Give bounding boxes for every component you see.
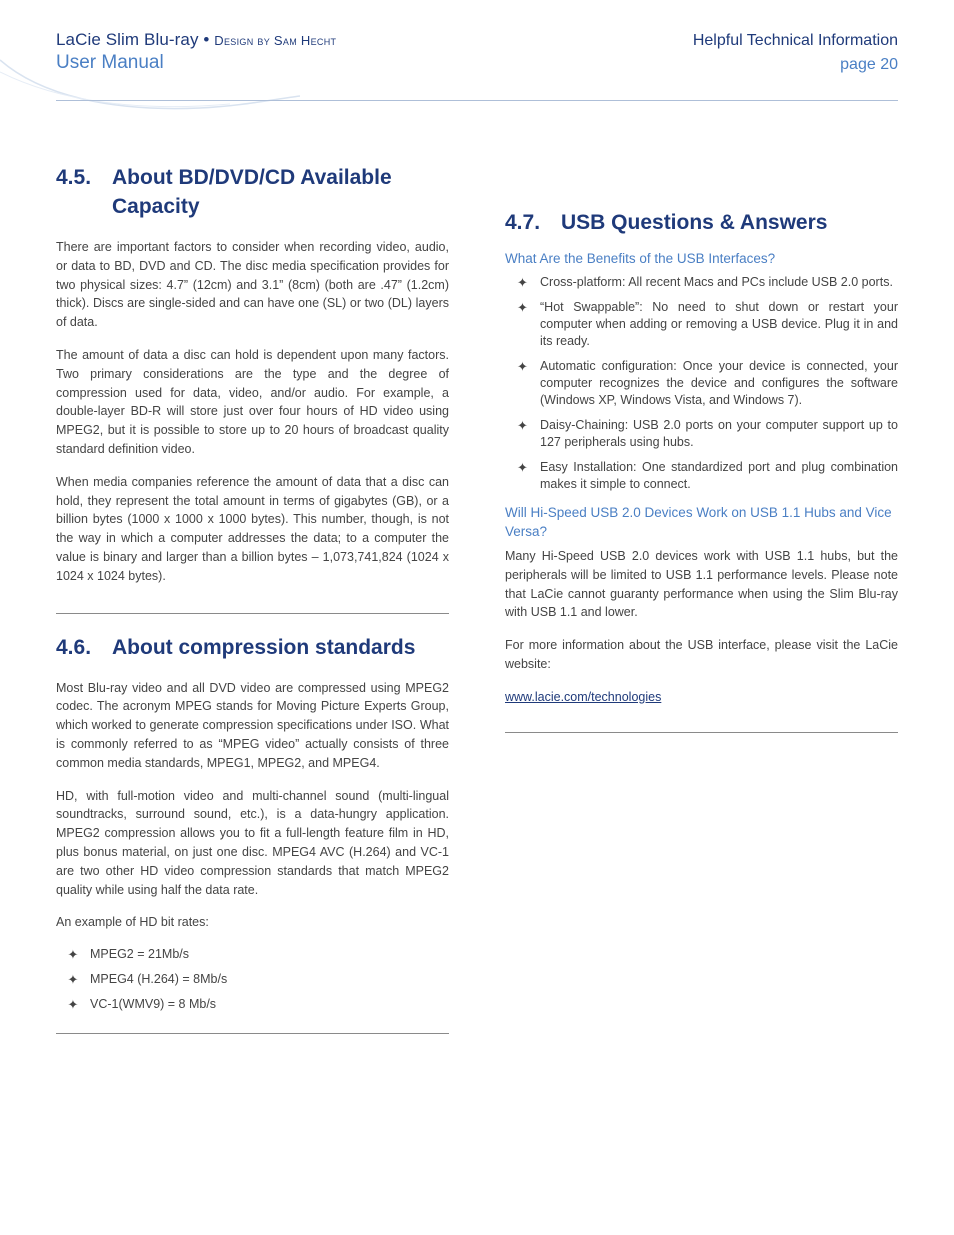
chapter-title: Helpful Technical Information xyxy=(692,32,898,49)
section-4-5-heading xyxy=(56,163,449,221)
section-number: 4.5. xyxy=(56,166,92,189)
paragraph: The amount of data a disc can hold is dependent upon many factors. Two primary considerations are the type and the degree of compression used for data, video, and/or audio. For example, a double-layer BD-R will store just over four hours of HD video using MPEG2, but it is possible to store up to 20 hours of broadcast quality standard definition video. xyxy=(56,347,449,456)
star-bullet-icon: ✦ xyxy=(517,359,528,374)
paragraph: For more information about the USB interface, please visit the LaCie website: xyxy=(505,638,898,671)
section-4-7-heading xyxy=(505,208,898,237)
star-bullet-icon: ✦ xyxy=(67,947,79,963)
section-divider xyxy=(56,1033,449,1034)
list-item: ✦ “Hot Swappable”: No need to shut down or restart your computer when adding or removing a USB device. Plug it in and its ready. xyxy=(505,299,898,350)
left-column xyxy=(56,163,449,1034)
header-right xyxy=(693,32,898,74)
section-number: 4.7. xyxy=(505,211,541,234)
paragraph: Most Blu-ray video and all DVD video are compressed using MPEG2 codec. The acronym MPEG stands for Moving Picture Experts Group, which worked to generate compression specifications under ISO. What is commonly referred to as “MPEG video” actually consists of three common media standards, MPEG1, MPEG2, and MPEG4. xyxy=(56,680,449,770)
paragraph: HD, with full-motion video and multi-channel sound (multi-lingual soundtracks, surround sound, etc.), is a data-hungry application. MPEG2 compression allows you to fit a full-length feature film in HD, plus bonus material, on just one disc. MPEG4 AVC (H.264) and VC-1 are two other HD video compression standards that match MPEG2 quality while using half the data rate. xyxy=(56,788,449,897)
section-divider xyxy=(56,613,449,614)
star-bullet-icon: ✦ xyxy=(67,972,79,988)
paragraph: There are important factors to consider when recording video, audio, or data to BD, DVD and CD. The disc media specification provides for two physical sizes: 4.7” (12cm) and 3.1” (8cm) (both are .47” (1.2cm) thick). Discs are single-sided and can have one (SL) or two (DL) layers of data. xyxy=(56,240,449,330)
list-item: ✦ Cross-platform: All recent Macs and PCs include USB 2.0 ports. xyxy=(505,274,898,291)
design-credit: Design by Sam Hecht xyxy=(214,33,337,48)
lacie-technologies-link[interactable]: www.lacie.com/technologies xyxy=(505,689,662,704)
star-bullet-icon: ✦ xyxy=(67,997,79,1013)
list-item: ✦ VC-1(WMV9) = 8 Mb/s xyxy=(56,996,449,1013)
section-title: About compression standards xyxy=(112,635,416,659)
paragraph: Many Hi-Speed USB 2.0 devices work with USB 1.1 hubs, but the peripherals will be limited to USB 1.1 performance levels. Please note that LaCie cannot guaranty performance when using the Slim Blu-ray with USB 1.1 and lower. xyxy=(505,549,898,620)
section-4-6-heading xyxy=(56,633,449,662)
right-column xyxy=(505,208,898,733)
title-separator: • xyxy=(203,30,210,49)
section-title: About BD/DVD/CD Available Capacity xyxy=(112,166,392,218)
product-title xyxy=(56,30,336,50)
header-divider xyxy=(56,100,898,101)
list-item: ✦ Daisy-Chaining: USB 2.0 ports on your computer support up to 127 peripherals using hubs. xyxy=(505,417,898,451)
paragraph: An example of HD bit rates: xyxy=(56,915,209,930)
paragraph: When media companies reference the amount of data that a disc can hold, they represent the total amount in terms of gigabytes (GB), or a billion bytes (1000 x 1000 x 1000 bytes). This number, though, is not the way in which a computer addresses the data; to a computer the value is binary and larger than a billion bytes – 1,073,741,824 (1024 x 1024 x 1024 bytes). xyxy=(56,474,449,583)
question-heading: What Are the Benefits of the USB Interfaces? xyxy=(505,251,776,266)
question-heading: Will Hi-Speed USB 2.0 Devices Work on USB 1.1 Hubs and Vice Versa? xyxy=(505,505,892,539)
section-title: USB Questions & Answers xyxy=(561,211,828,234)
section-divider xyxy=(505,732,898,733)
section-number: 4.6. xyxy=(56,635,92,659)
list-item: ✦ Automatic configuration: Once your device is connected, your computer recognizes the device and configures the software (Windows XP, Windows Vista, and Windows 7). xyxy=(505,358,898,409)
star-bullet-icon: ✦ xyxy=(517,418,528,433)
star-bullet-icon: ✦ xyxy=(517,275,528,290)
list-item: ✦ MPEG4 (H.264) = 8Mb/s xyxy=(56,971,449,988)
product-name: LaCie Slim Blu-ray xyxy=(56,30,199,49)
bitrate-list xyxy=(56,946,449,1013)
manual-title: User Manual xyxy=(56,52,164,73)
star-bullet-icon: ✦ xyxy=(517,460,528,475)
header-left xyxy=(56,30,336,74)
list-item: ✦ MPEG2 = 21Mb/s xyxy=(56,946,449,963)
usb-benefits-list xyxy=(505,274,898,493)
page-number: page 20 xyxy=(840,56,898,73)
star-bullet-icon: ✦ xyxy=(517,300,528,315)
list-item: ✦ Easy Installation: One standardized port and plug combination makes it simple to connect. xyxy=(505,459,898,493)
